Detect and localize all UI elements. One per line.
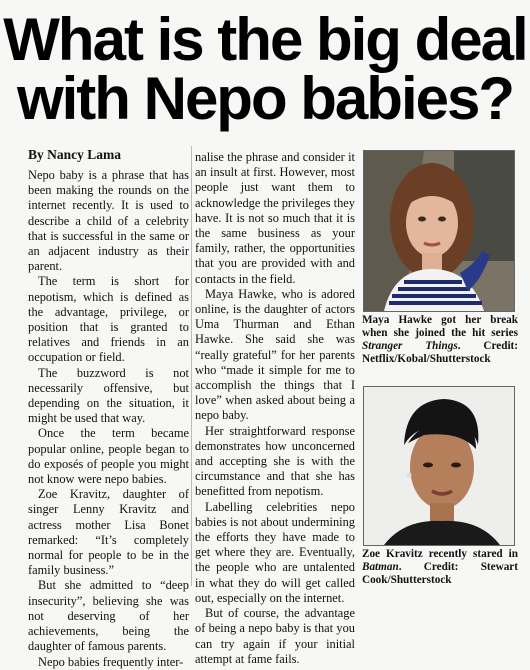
- paragraph: The term is short for nepotism, which is defined as the advantage, privilege, or position that is granted to relatives and friends in an occupation or field.: [28, 274, 189, 365]
- paragraph: Maya Hawke, who is adored online, is the daughter of actors Uma Thurman and Ethan Hawke. She said she was “really grateful” for her parents who “made it simple for me to accomplish the things that I love” when asked about being a nepo baby.: [195, 286, 355, 423]
- paragraph: Nepo babies frequently inter-: [38, 654, 184, 669]
- caption-credit: . Credit: Netflix/Kobal/Shutterstock: [362, 340, 519, 365]
- paragraph: Labelling celebrities nepo babies is not about undermining the efforts they have made to get where they are. Eventually, the people who are untalented in what they do will get called out, especially on the internet.: [195, 499, 355, 605]
- paragraph: Zoe Kravitz, daughter of singer Lenny Kravitz and actress mother Lisa Bonet remarked: “It’s completely normal for people to be in the family business.”: [28, 487, 189, 578]
- caption-text: Maya Hawke got her break when she joined the hit series: [362, 314, 518, 339]
- column-divider: [191, 146, 192, 586]
- movie-title: Batman: [362, 561, 399, 573]
- paragraph: Once the term became popular online, people began to do exposés of people you might not know were nepo babies.: [28, 426, 189, 487]
- paragraph: Nepo baby is a phrase that has been making the rounds on the internet recently. It is used to describe a child of a celebrity that is successful in the same or an adjacent industry as their parent.: [28, 168, 189, 274]
- show-title: Stranger Things: [362, 340, 458, 352]
- column-1: [28, 168, 189, 670]
- headline: [0, 6, 530, 132]
- headline-line-1: What is the big deal: [3, 6, 527, 73]
- paragraph: But of course, the advantage of being a nepo baby is that you can try again if your initial attempt at fame fails.: [195, 606, 355, 666]
- caption-text: Zoe Kravitz recently stared in: [362, 548, 518, 560]
- paragraph: Her straightforward response demonstrates how unconcerned and accepting she is with the circumstance and that she has benefitted from nepotism.: [195, 423, 355, 499]
- paragraph: nalise the phrase and consider it an insult at first. However, most people just want them to acknowledge the privileges they have. It is not so much that it is the same business as your family, rather, the opportunities that you are provided with and contacts in the field.: [195, 150, 355, 286]
- photo-caption-1: [362, 314, 518, 366]
- caption-credit: . Credit: Stewart Cook/Shutterstock: [362, 561, 518, 586]
- paragraph: The buzzword is not necessarily offensive, but depending on the situation, it might be used that way.: [28, 365, 189, 426]
- photo-caption-2: [362, 548, 518, 587]
- photo-maya-hawke: [363, 150, 515, 312]
- headline-line-2: with Nepo babies?: [16, 65, 514, 132]
- photo-zoe-kravitz: [363, 386, 515, 546]
- column-2: [195, 150, 355, 667]
- paragraph: But she admitted to “deep insecurity”, believing she was not deserving of her achievements, being the daughter of famous parents.: [28, 578, 189, 654]
- byline: By Nancy Lama: [28, 147, 122, 162]
